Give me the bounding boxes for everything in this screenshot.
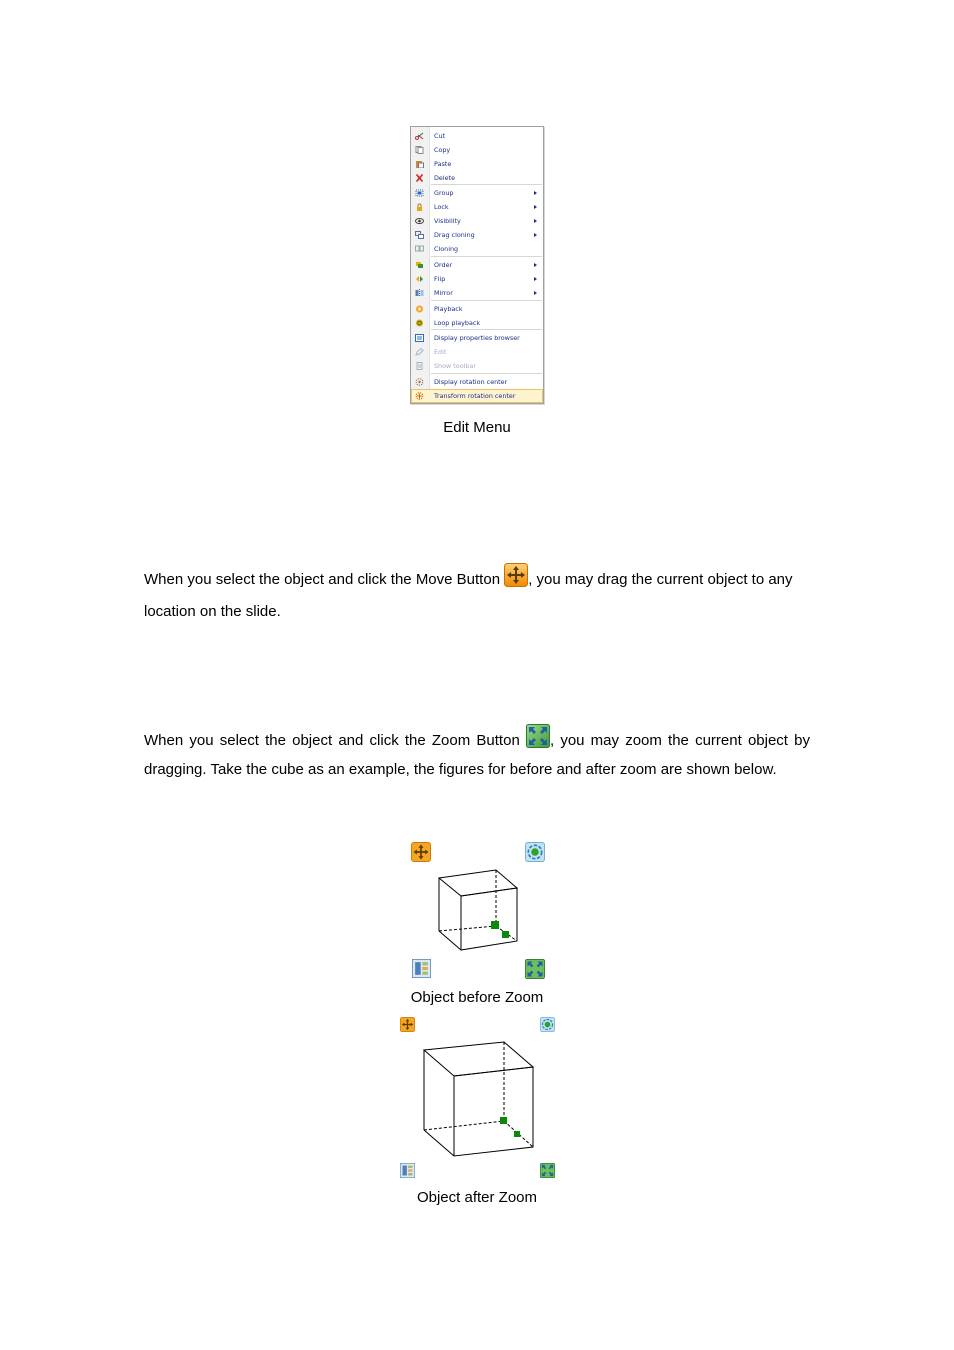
cube-before-zoom — [430, 864, 530, 958]
delete-icon — [415, 174, 424, 182]
menu-separator — [431, 256, 542, 257]
submenu-arrow-icon — [534, 233, 537, 237]
menu-separator — [431, 329, 542, 330]
mirror-icon — [415, 289, 424, 297]
menu-item-label: Cut — [434, 132, 446, 140]
move-text-before: When you select the object and click the Move Button — [144, 571, 505, 588]
menu-item-show-toolbar[interactable] — [411, 359, 543, 373]
menu-item-label: Display rotation center — [434, 378, 508, 386]
toolbar-icon — [415, 362, 424, 370]
loop-playback-icon — [415, 319, 424, 327]
menu-item-copy[interactable] — [411, 143, 543, 157]
menu-item-lock[interactable] — [411, 200, 543, 214]
group-icon — [415, 189, 424, 197]
menu-item-display-rotation-center[interactable] — [411, 375, 543, 389]
menu-item-paste[interactable] — [411, 157, 543, 171]
menu-item-order[interactable] — [411, 258, 543, 272]
menu-separator — [431, 300, 542, 301]
figure1-caption: Object before Zoom — [410, 989, 544, 1006]
zoom-icon — [525, 959, 545, 979]
menu-item-label: Copy — [434, 146, 451, 154]
menu-item-label: Delete — [434, 174, 455, 182]
move-button-icon — [504, 563, 528, 587]
zoom-handle-outer — [514, 1131, 520, 1137]
move-text-after: , you may drag the current object to any location on the slide. — [144, 571, 793, 620]
menu-item-label: Show toolbar — [434, 362, 476, 370]
submenu-arrow-icon — [534, 205, 537, 209]
menu-item-mirror[interactable] — [411, 286, 543, 300]
move-paragraph — [144, 563, 810, 628]
figure2-move-handle[interactable] — [400, 1017, 415, 1032]
menu-item-display-properties-browser[interactable] — [411, 331, 543, 345]
menu-item-cloning[interactable] — [411, 242, 543, 256]
menu-item-label: Drag cloning — [434, 231, 475, 239]
menu-item-label: Group — [434, 189, 454, 197]
menu-item-label: Loop playback — [434, 319, 481, 327]
menu-item-label: Flip — [434, 275, 446, 283]
properties-browser-icon — [415, 334, 424, 342]
edit-menu — [410, 126, 544, 404]
properties-icon — [412, 959, 431, 978]
menu-item-label: Lock — [434, 203, 449, 211]
menu-item-label: Order — [434, 261, 453, 269]
move-icon — [400, 1017, 415, 1032]
menu-item-loop-playback[interactable] — [411, 316, 543, 330]
rotate-icon — [540, 1017, 555, 1032]
cube-after-zoom — [418, 1036, 538, 1160]
menu-item-edit[interactable] — [411, 345, 543, 359]
properties-icon — [400, 1163, 415, 1178]
menu-item-label: Playback — [434, 305, 463, 313]
figure1-zoom-handle[interactable] — [525, 959, 545, 979]
order-icon — [415, 261, 424, 269]
submenu-arrow-icon — [534, 291, 537, 295]
eye-icon — [415, 217, 424, 225]
cut-icon — [415, 132, 424, 140]
menu-item-cut[interactable] — [411, 129, 543, 143]
zoom-icon — [540, 1163, 555, 1178]
figure2-rotate-handle[interactable] — [540, 1017, 555, 1032]
figure1-rotate-handle[interactable] — [525, 842, 545, 862]
menu-item-label: Visibility — [434, 217, 461, 225]
zoom-paragraph — [144, 724, 810, 784]
drag-cloning-icon — [415, 231, 424, 239]
submenu-arrow-icon — [534, 191, 537, 195]
zoom-text-after: , you may zoom the current object by dragging. Take the cube as an example, the figures for before and after zoom are shown below. — [144, 732, 810, 778]
menu-item-group[interactable] — [411, 186, 543, 200]
zoom-button-icon — [526, 724, 550, 748]
zoom-handle-outer — [502, 931, 509, 938]
move-icon — [411, 842, 431, 862]
submenu-arrow-icon — [534, 263, 537, 267]
menu-item-label: Cloning — [434, 245, 459, 253]
menu-item-transform-rotation-center[interactable] — [411, 389, 543, 403]
figure1-move-handle[interactable] — [411, 842, 431, 862]
submenu-arrow-icon — [534, 277, 537, 281]
zoom-handle-inner — [500, 1117, 507, 1124]
menu-item-label: Transform rotation center — [434, 392, 516, 400]
menu-item-label: Edit — [434, 348, 447, 356]
rotation-center-icon — [415, 378, 424, 386]
edit-icon — [415, 348, 424, 356]
zoom-text-before: When you select the object and click the Zoom Button — [144, 732, 526, 749]
menu-item-delete[interactable] — [411, 171, 543, 185]
menu-item-label: Mirror — [434, 289, 453, 297]
lock-icon — [415, 203, 424, 211]
flip-icon — [415, 275, 424, 283]
zoom-handle-inner — [491, 921, 499, 929]
figure2-zoom-handle[interactable] — [540, 1163, 555, 1178]
menu-item-visibility[interactable] — [411, 214, 543, 228]
paste-icon — [415, 160, 424, 168]
transform-rotation-icon — [415, 392, 424, 400]
menu-item-flip[interactable] — [411, 272, 543, 286]
edit-menu-caption: Edit Menu — [443, 419, 511, 436]
rotate-icon — [525, 842, 545, 862]
playback-icon — [415, 305, 424, 313]
figure2-properties-handle[interactable] — [400, 1163, 415, 1178]
cloning-icon — [415, 245, 424, 253]
copy-icon — [415, 146, 424, 154]
menu-separator — [431, 373, 542, 374]
menu-item-playback[interactable] — [411, 302, 543, 316]
menu-item-label: Paste — [434, 160, 452, 168]
menu-item-drag-cloning[interactable] — [411, 228, 543, 242]
figure1-properties-handle[interactable] — [412, 959, 431, 978]
submenu-arrow-icon — [534, 219, 537, 223]
menu-separator — [431, 184, 542, 185]
figure2-caption: Object after Zoom — [416, 1189, 538, 1206]
menu-item-label: Display properties browser — [434, 334, 520, 342]
